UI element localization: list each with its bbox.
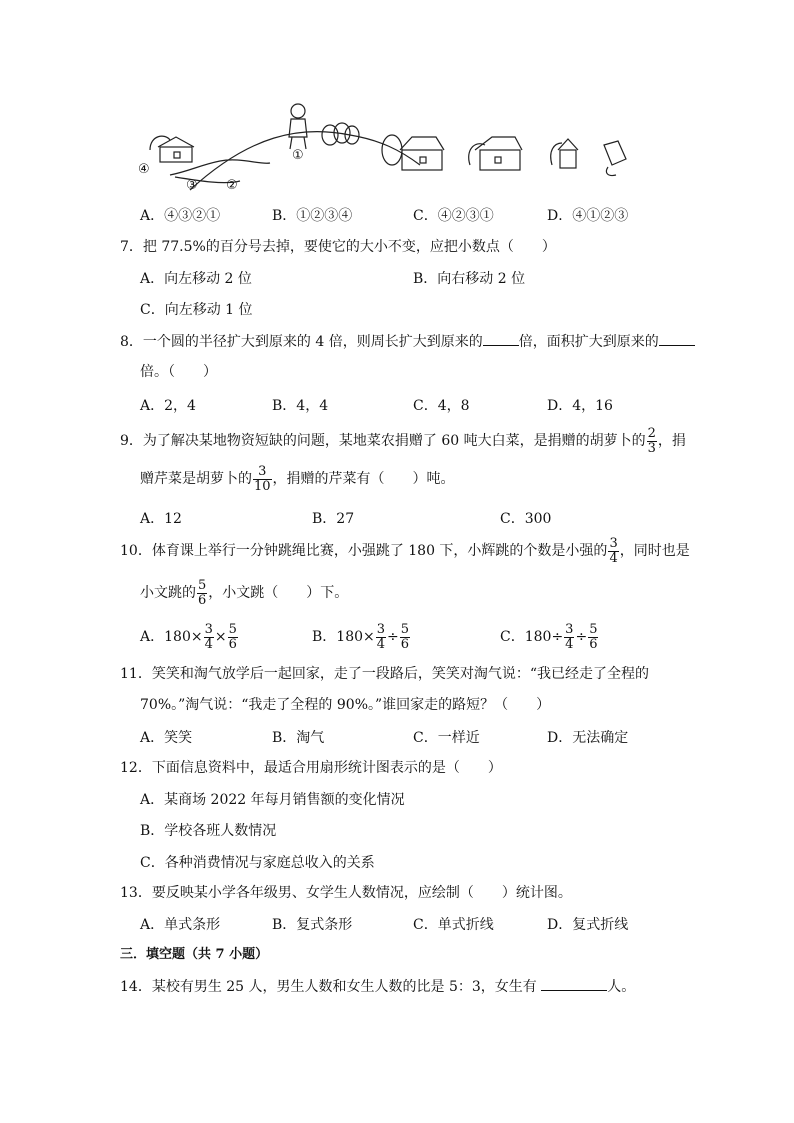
q8-option-c[interactable]: C．4，8 — [413, 398, 470, 414]
q8-stem-a: 8．一个圆的半径扩大到原来的 4 倍，则周长扩大到原来的 — [120, 334, 483, 350]
label-circle-1: ① — [292, 148, 304, 163]
q8-blank-2[interactable] — [659, 331, 695, 346]
q8-stem-b: 倍，面积扩大到原来的 — [518, 334, 659, 350]
q7-option-c[interactable]: C．向左移动 1 位 — [140, 302, 253, 318]
q10-b-frac1 — [376, 623, 386, 652]
q10-stem-line1 — [120, 534, 690, 568]
q14-stem — [120, 976, 635, 997]
q10-option-b[interactable] — [312, 620, 411, 654]
q12-option-b[interactable]: B．学校各班人数情况 — [140, 823, 277, 839]
q10-b-frac2 — [400, 623, 410, 652]
q10-b-label: B． — [312, 629, 337, 645]
q10-a-f2d: 6 — [228, 636, 237, 652]
q10-stem-d: ，小文跳（ ）下。 — [208, 585, 349, 601]
q12-stem: 12．下面信息资料中，最适合用扇形统计图表示的是（ ） — [120, 760, 502, 776]
label-circle-3: ③ — [186, 178, 198, 193]
q14-stem-a: 14．某校有男生 25 人，男生人数和女生人数的比是 5：3，女生有 — [120, 979, 542, 995]
q10-stem-b: ，同时也是 — [619, 543, 690, 559]
q8-stem-c: 倍。（ ） — [140, 364, 217, 380]
q6-option-b[interactable]: B．①②③④ — [272, 208, 353, 224]
q10-b-expr: 180× — [336, 629, 375, 645]
label-circle-2: ② — [226, 178, 238, 193]
q10-stem-line2 — [140, 576, 348, 610]
q9-option-b[interactable]: B．27 — [312, 511, 355, 527]
q10-c-f2d: 6 — [589, 636, 598, 652]
q10-a-f1n: 3 — [204, 621, 213, 637]
q11-option-a[interactable]: A．笑笑 — [140, 730, 193, 746]
q12-option-a[interactable]: A．某商场 2022 年每月销售额的变化情况 — [140, 792, 405, 808]
q9-fraction-1 — [647, 427, 657, 456]
q9-stem-line1 — [120, 424, 686, 458]
q9-frac1-den: 3 — [647, 440, 656, 456]
q10-c-f1d: 4 — [565, 636, 574, 652]
q7-option-a[interactable]: A．向左移动 2 位 — [140, 271, 252, 287]
q9-option-c[interactable]: C．300 — [500, 511, 552, 527]
q10-c-expr: 180÷ — [524, 629, 564, 645]
q9-fraction-2 — [253, 465, 272, 494]
q10-a-op: × — [214, 629, 227, 645]
q9-frac1-num: 2 — [647, 425, 656, 441]
q10-option-a[interactable] — [140, 620, 239, 654]
q9-stem-line2 — [140, 462, 455, 496]
route-illustration — [130, 95, 650, 195]
q10-c-frac1 — [564, 623, 574, 652]
q7-stem: 7．把 77.5%的百分号去掉，要使它的大小不变，应把小数点（ ） — [120, 239, 556, 255]
q9-frac2-den: 10 — [254, 478, 271, 494]
q8-option-b[interactable]: B．4，4 — [272, 398, 329, 414]
q11-option-d[interactable]: D．无法确定 — [547, 730, 629, 746]
q14-blank[interactable] — [541, 976, 607, 991]
q10-a-frac2 — [228, 623, 238, 652]
q8-blank-1[interactable] — [483, 331, 519, 346]
q9-stem-a: 9．为了解决某地物资短缺的问题，某地菜农捐赠了 60 吨大白菜，是捐赠的胡萝卜的 — [120, 433, 646, 449]
q10-a-frac1 — [204, 623, 214, 652]
q11-stem-b: 70%。”淘气说：“我走了全程的 90%。”谁回家走的路短？（ ） — [140, 697, 551, 713]
q10-stem-c: 小文跳的 — [140, 585, 196, 601]
q9-frac2-num: 3 — [253, 465, 272, 480]
q10-b-op: ÷ — [387, 629, 399, 645]
q13-option-a[interactable]: A．单式条形 — [140, 917, 221, 933]
q6-option-a[interactable]: A．④③②① — [140, 208, 221, 224]
q9-option-a[interactable]: A．12 — [140, 511, 182, 527]
q14-stem-b: 人。 — [607, 979, 636, 995]
q10-c-f1n: 3 — [565, 621, 574, 637]
q9-stem-d: ，捐赠的芹菜有（ ）吨。 — [272, 471, 455, 487]
q10-option-c[interactable] — [500, 620, 599, 654]
q10-c-f2n: 5 — [589, 621, 598, 637]
q10-frac1-num: 3 — [609, 535, 618, 551]
q10-c-label: C． — [500, 629, 525, 645]
q10-b-f2n: 5 — [400, 621, 410, 637]
q13-option-d[interactable]: D．复式折线 — [547, 917, 629, 933]
q8-option-d[interactable]: D．4，16 — [547, 398, 613, 414]
q6-option-c[interactable]: C．④②③① — [413, 208, 494, 224]
q10-b-f1n: 3 — [376, 621, 386, 637]
q10-frac1-den: 4 — [609, 550, 618, 566]
q12-option-c[interactable]: C．各种消费情况与家庭总收入的关系 — [140, 855, 375, 871]
q9-stem-b: ，捐 — [657, 433, 686, 449]
q13-option-c[interactable]: C．单式折线 — [413, 917, 494, 933]
q6-option-d[interactable]: D．④①②③ — [547, 208, 629, 224]
q8-stem-line1 — [120, 331, 695, 352]
q13-option-b[interactable]: B．复式条形 — [272, 917, 353, 933]
q10-stem-a: 10．体育课上举行一分钟跳绳比赛，小强跳了 180 下，小辉跳的个数是小强的 — [120, 543, 608, 559]
q10-a-f2n: 5 — [228, 621, 237, 637]
q9-stem-c: 赠芹菜是胡萝卜的 — [140, 471, 252, 487]
q8-option-a[interactable]: A．2，4 — [140, 398, 196, 414]
q13-stem: 13．要反映某小学各年级男、女学生人数情况，应绘制（ ）统计图。 — [120, 885, 572, 901]
q10-frac2-num: 5 — [198, 577, 207, 593]
q10-a-expr: 180× — [164, 629, 203, 645]
q10-fraction-2 — [197, 579, 207, 608]
q10-a-label: A． — [140, 629, 165, 645]
q11-option-b[interactable]: B．淘气 — [272, 730, 325, 746]
q10-fraction-1 — [608, 537, 618, 566]
q11-option-c[interactable]: C．一样近 — [413, 730, 480, 746]
q10-c-op: ÷ — [575, 629, 588, 645]
q10-a-f1d: 4 — [204, 636, 213, 652]
q10-c-frac2 — [588, 623, 598, 652]
label-circle-4: ④ — [138, 162, 150, 177]
q11-stem-a: 11．笑笑和淘气放学后一起回家，走了一段路后，笑笑对淘气说：“我已经走了全程的 — [120, 666, 649, 682]
q10-b-f1d: 4 — [376, 636, 386, 652]
q10-b-f2d: 6 — [400, 636, 410, 652]
section-3-title: 三．填空题（共 7 小题） — [120, 947, 269, 962]
q10-frac2-den: 6 — [198, 592, 207, 608]
q7-option-b[interactable]: B．向右移动 2 位 — [413, 271, 526, 287]
